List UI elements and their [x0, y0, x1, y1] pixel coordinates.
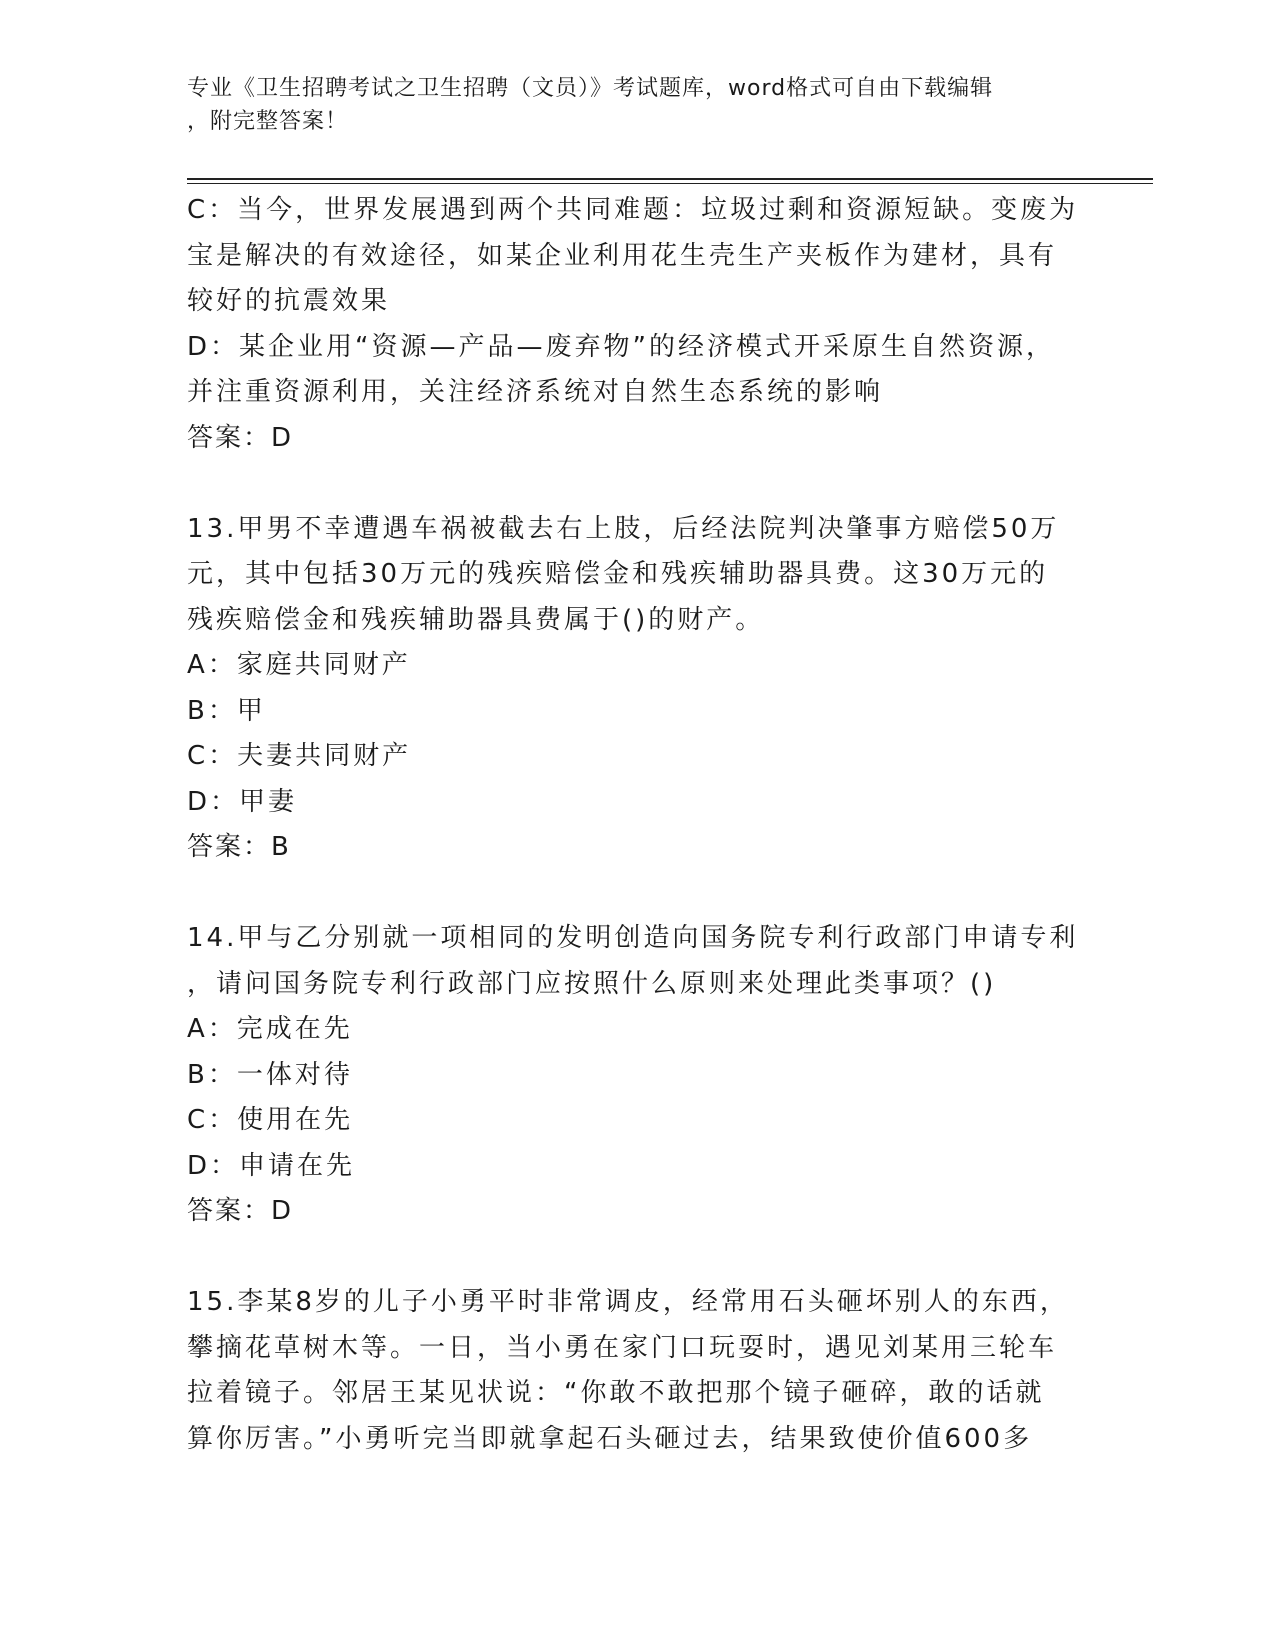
q12-option-c-line: 较好的抗震效果 [187, 286, 391, 316]
q15-stem-line: 算你厉害。”小勇听完当即就拿起石头砸过去，结果致使价值600多 [187, 1423, 1033, 1454]
q13-option-c: C：夫妻共同财产 [187, 741, 412, 771]
document-header [187, 72, 1067, 138]
q15-stem-line: 攀摘花草树木等。一日，当小勇在家门口玩耍时，遇见刘某用三轮车 [187, 1332, 1058, 1363]
q12-option-d-line: D：某企业用“资源—产品—废弃物”的经济模式开采原生自然资源， [187, 331, 1055, 362]
q12-option-d-line: 并注重资源利用，关注经济系统对自然生态系统的影响 [187, 377, 884, 407]
q14-stem-line: ，请问国务院专利行政部门应按照什么原则来处理此类事项？() [187, 968, 997, 999]
q13-stem-line: 13.甲男不幸遭遇车祸被截去右上肢，后经法院判决肇事方赔偿50万 [187, 513, 1060, 544]
spacer [187, 1235, 1087, 1281]
q13-stem-line: 残疾赔偿金和残疾辅助器具费属于()的财产。 [187, 604, 765, 635]
header-line-2: ，附完整答案！ [187, 109, 349, 134]
q14-option-c: C：使用在先 [187, 1105, 354, 1135]
question-content [187, 188, 1087, 1462]
spacer [187, 461, 1087, 507]
header-rule-thick [187, 178, 1153, 180]
q13-option-d: D：甲妻 [187, 786, 298, 817]
q15-stem-line: 拉着镜子。邻居王某见状说：“你敢不敢把那个镜子砸碎，敢的话就 [187, 1378, 1045, 1408]
q12-answer: 答案：D [187, 422, 294, 453]
spacer [187, 871, 1087, 917]
q14-option-a: A：完成在先 [187, 1014, 353, 1044]
q14-option-b: B：一体对待 [187, 1059, 353, 1090]
q15-stem-line: 15.李某8岁的儿子小勇平时非常调皮，经常用石头砸坏别人的东西， [187, 1287, 1069, 1317]
q13-option-a: A：家庭共同财产 [187, 650, 411, 680]
q14-answer: 答案：D [187, 1196, 294, 1226]
q12-option-c-line: C：当今，世界发展遇到两个共同难题：垃圾过剩和资源短缺。变废为 [187, 195, 1079, 225]
q14-stem-line: 14.甲与乙分别就一项相同的发明创造向国务院专利行政部门申请专利 [187, 923, 1079, 953]
header-rule-thin [187, 183, 1153, 184]
q12-option-c-line: 宝是解决的有效途径，如某企业利用花生壳生产夹板作为建材，具有 [187, 240, 1058, 271]
q13-answer: 答案：B [187, 832, 291, 862]
q14-option-d: D：申请在先 [187, 1150, 356, 1181]
header-line-1: 专业《卫生招聘考试之卫生招聘（文员）》考试题库，word格式可自由下载编辑 [187, 76, 994, 101]
q13-option-b: B：甲 [187, 695, 266, 726]
q13-stem-line: 元，其中包括30万元的残疾赔偿金和残疾辅助器具费。这30万元的 [187, 559, 1049, 589]
